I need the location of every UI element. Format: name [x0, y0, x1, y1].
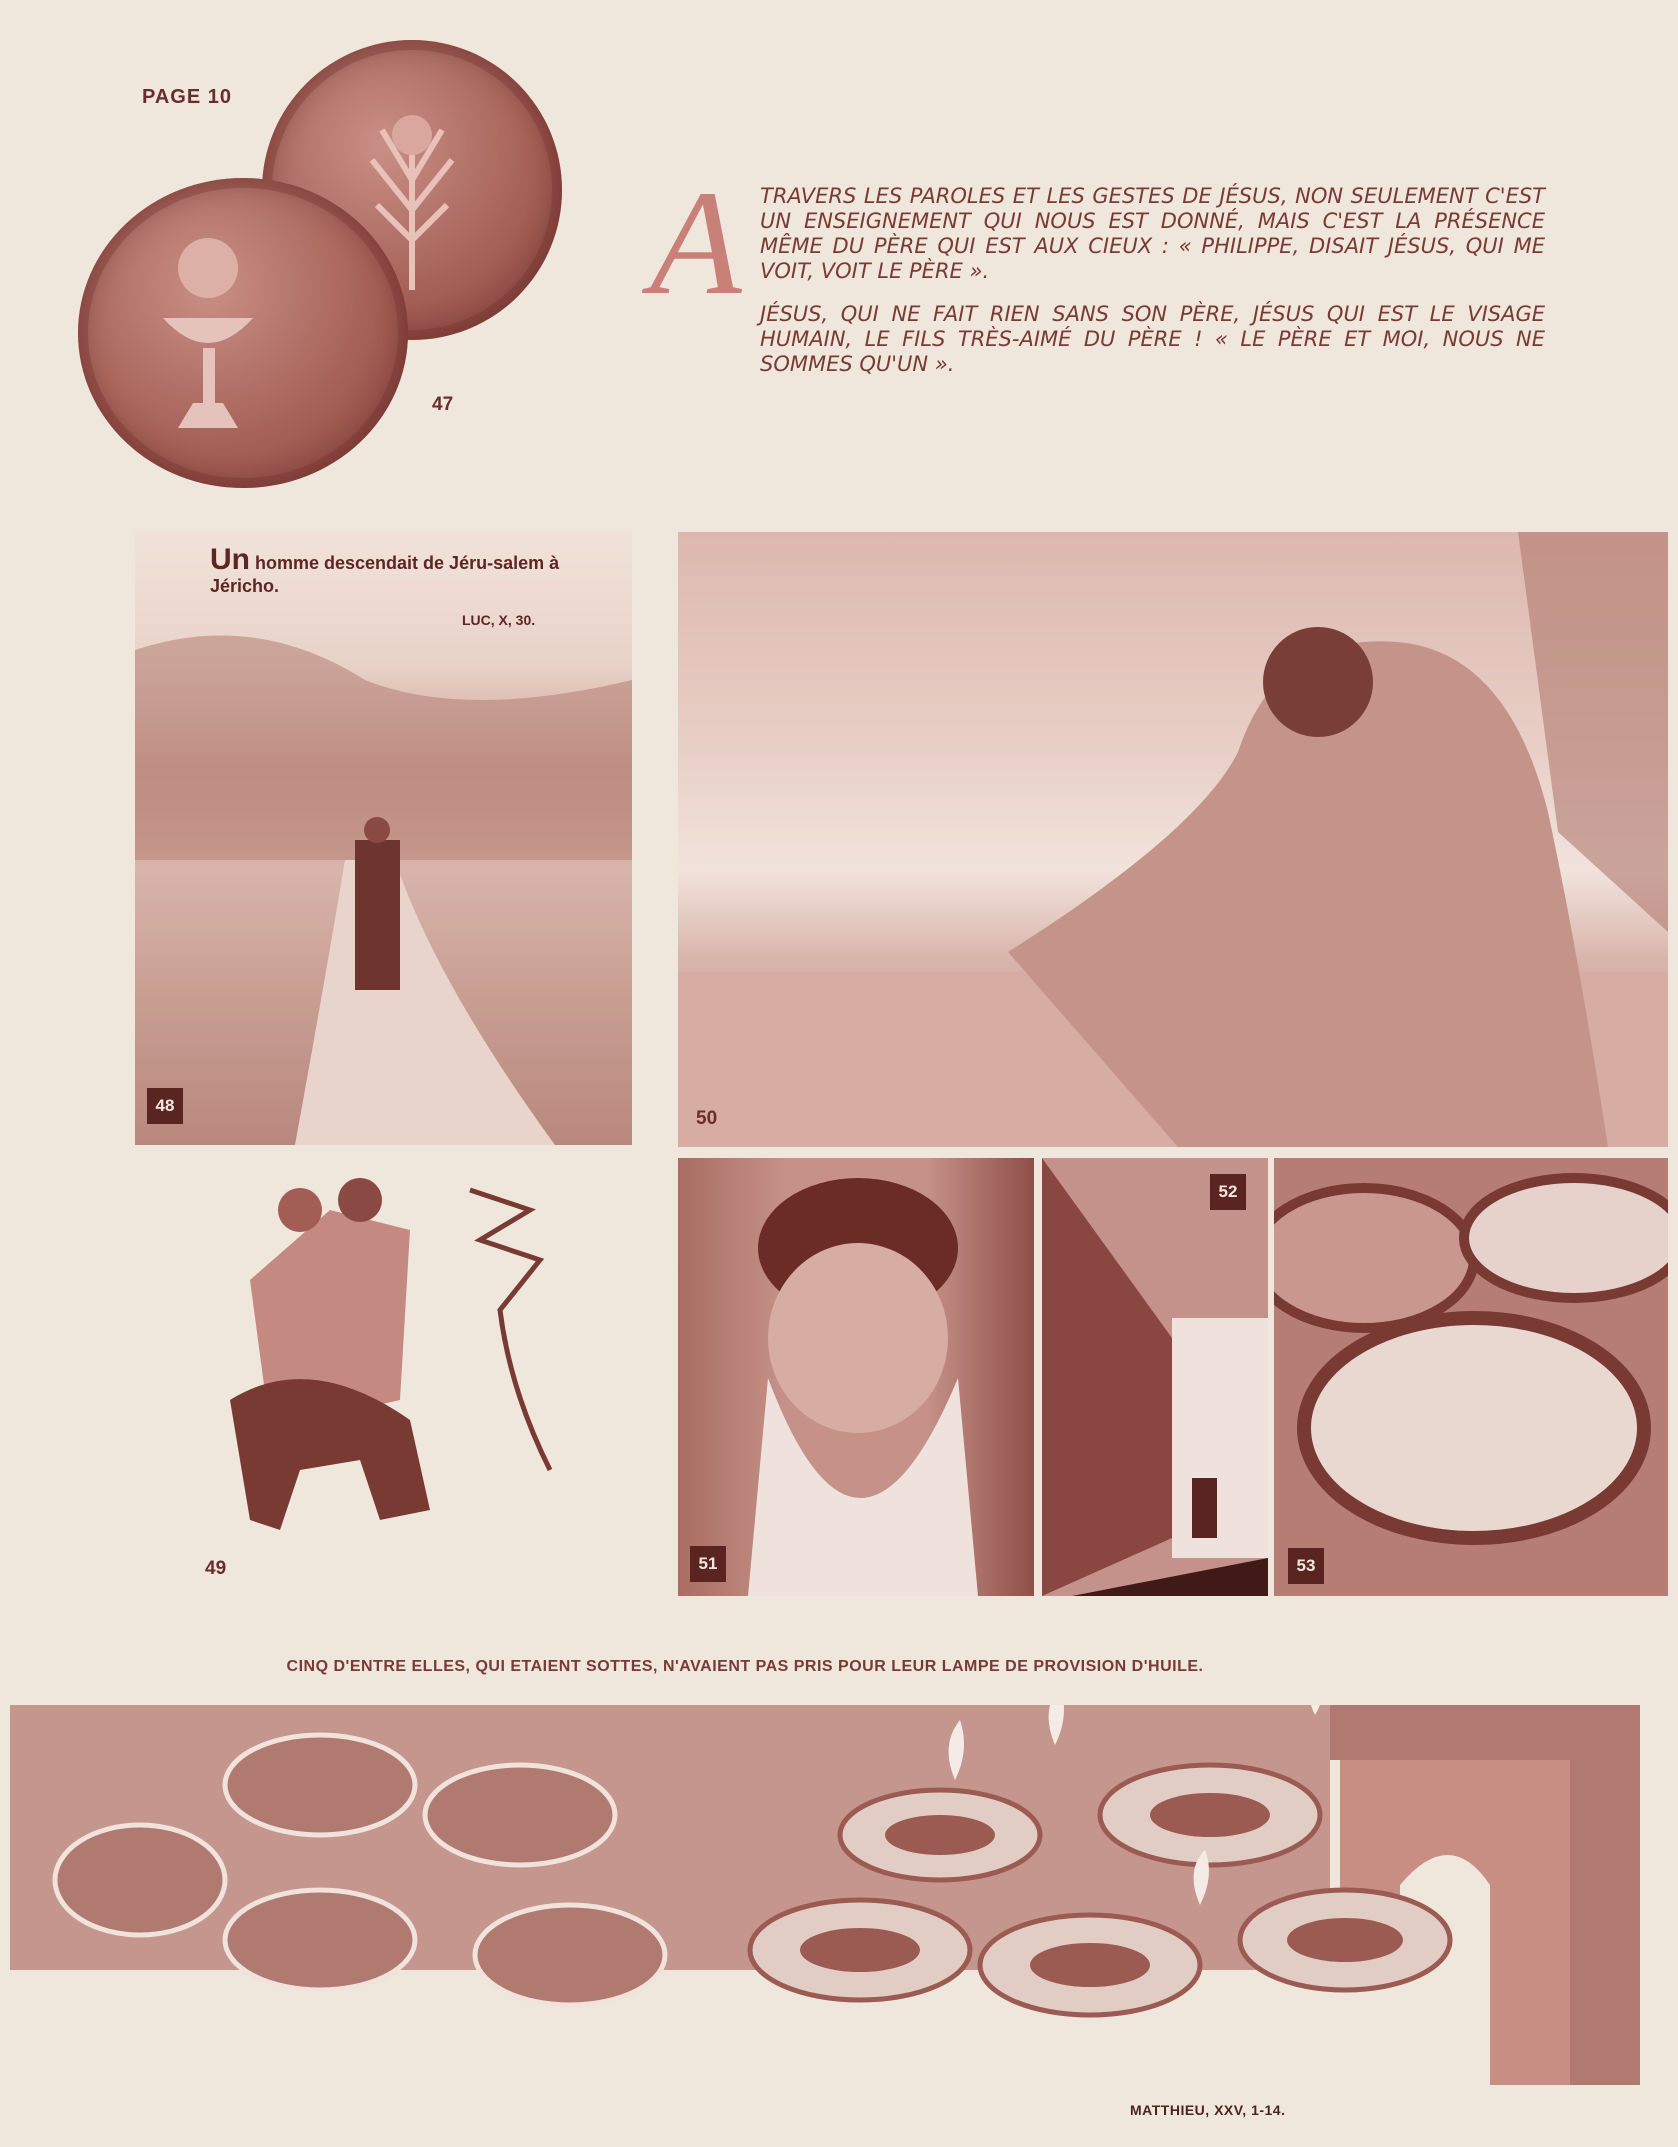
figure-number-49: 49: [205, 1558, 227, 1579]
figure-tag-48: 48: [147, 1088, 183, 1124]
figure-number-50: 50: [696, 1108, 718, 1129]
photo-53-baskets: [1274, 1158, 1668, 1596]
bottom-reference: MATTHIEU, XXV, 1-14.: [1130, 2102, 1286, 2118]
photo-50-robed-figure: [678, 532, 1668, 1147]
photo-51-bearded-man: [678, 1158, 1034, 1596]
coin-chalice-image: [78, 178, 408, 488]
figure-tag-53: 53: [1288, 1548, 1324, 1584]
page-label: PAGE 10: [142, 86, 232, 108]
illustration-49-samaritan: [210, 1170, 590, 1540]
caption-48-text: homme descendait de Jéru-salem à Jéricho.: [210, 553, 560, 596]
figure-tag-52: 52: [1210, 1174, 1246, 1210]
photo-48-road-to-jericho: [135, 530, 632, 1145]
drop-cap: A: [650, 160, 742, 326]
caption-48: [210, 543, 610, 598]
figure-number-47: 47: [432, 394, 454, 415]
banner-caption: CINQ D'ENTRE ELLES, QUI ETAIENT SOTTES, N'AVAIENT PAS PRIS POUR LEUR LAMPE DE PROVISION D'HUILE.: [286, 1658, 1204, 1675]
intro-paragraph-1: TRAVERS LES PAROLES ET LES GESTES DE JÉSUS, NON SEULEMENT C'EST UN ENSEIGNEMENT QUI NOUS EST DONNÉ, MAIS C'EST LA PRÉSENCE MÊME DU PÈRE QUI EST AUX CIEUX : « PHILIPPE, DISAIT JÉSUS, QUI ME VOIT, VOIT LE PÈRE ».: [760, 184, 1545, 283]
caption-48-initial: Un: [210, 543, 250, 576]
illustration-52-corridor: [1042, 1158, 1268, 1596]
chalice-icon: [78, 178, 408, 488]
lamps-illustration: [10, 1705, 1670, 2085]
intro-text: [760, 184, 1545, 395]
figure-tag-51: 51: [690, 1546, 726, 1582]
caption-48-reference: LUC, X, 30.: [462, 612, 536, 628]
intro-paragraph-2: JÉSUS, QUI NE FAIT RIEN SANS SON PÈRE, JÉSUS QUI EST LE VISAGE HUMAIN, LE FILS TRÈS-AIMÉ DU PÈRE ! « LE PÈRE ET MOI, NOUS NE SOMMES QU'UN ».: [760, 302, 1545, 376]
